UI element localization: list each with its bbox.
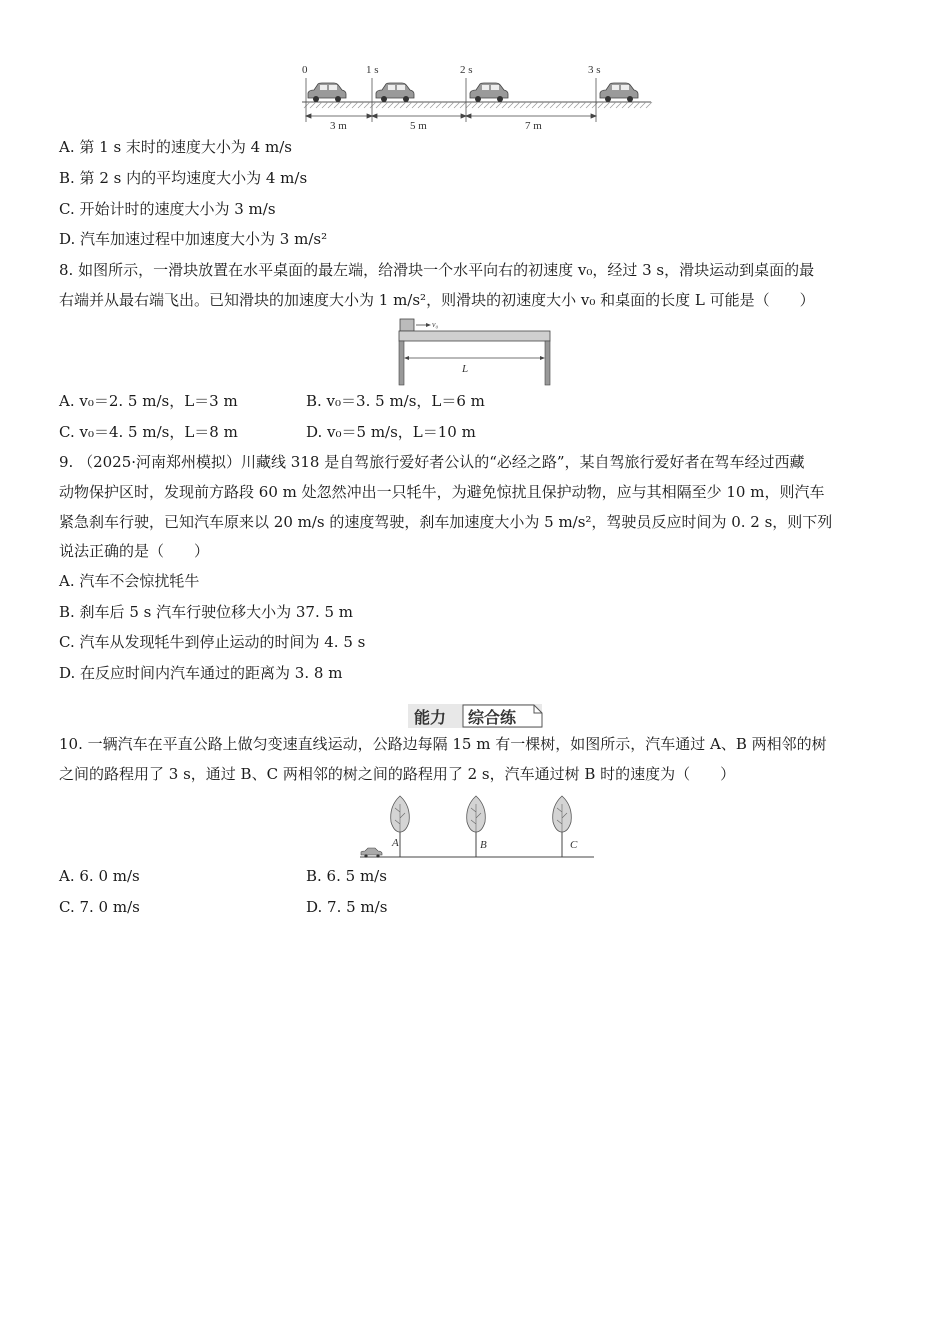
car-icon [308,83,346,102]
section-banner-right: 综合练 [468,708,517,727]
section-banner-left: 能力 [414,708,447,727]
distance-label-1: 3 m [330,120,347,132]
q8-option-a: A. v₀＝2. 5 m/s，L＝3 m [59,392,238,410]
q9-stem-line-1: 9. （2025·河南郑州模拟）川藏线 318 是自驾旅行爱好者公认的“必经之路”，某自驾旅行爱好者在驾车经过西藏 [59,453,805,471]
q10-option-c: C. 7. 0 m/s [59,898,140,916]
q9-stem-line-2: 动物保护区时，发现前方路段 60 m 处忽然冲出一只牦牛，为避免惊扰且保护动物，应与其相隔至少 10 m，则汽车 [59,483,825,501]
car-icon [470,83,508,102]
q9-option-b: B. 刹车后 5 s 汽车行驶位移大小为 37. 5 m [59,603,354,621]
car-icon [600,83,638,102]
q8-stem-line-2: 右端并从最右端飞出。已知滑块的加速度大小为 1 m/s²，则滑块的初速度大小 v₀ 和桌面的长度 L 可能是（ ） [59,291,815,309]
length-label: L [462,363,469,375]
q8-stem-line-1: 8. 如图所示，一滑块放置在水平桌面的最左端，给滑块一个水平向右的初速度 v₀，经过 3 s，滑块运动到桌面的最 [59,261,815,279]
time-label-0: 0 [302,64,308,76]
q9-stem-line-4: 说法正确的是（ ） [59,542,210,560]
q8-option-b: B. v₀＝3. 5 m/s，L＝6 m [306,392,485,410]
q9-option-a: A. 汽车不会惊扰牦牛 [59,572,200,590]
tree-label-b: B [480,839,487,851]
q10-stem-line-1: 10. 一辆汽车在平直公路上做匀变速直线运动，公路边每隔 15 m 有一棵树，如图所示，汽车通过 A、B 两相邻的树 [59,735,827,753]
table-top [399,331,550,341]
tree-icon [553,796,572,857]
time-label-1s: 1 s [366,64,379,76]
q10-option-d: D. 7. 5 m/s [306,898,388,916]
car-motion-figure [296,58,658,138]
car-icon [361,848,382,858]
table-slider-figure [396,316,552,388]
time-label-2s: 2 s [460,64,473,76]
distance-label-2: 5 m [410,120,427,132]
q9-stem-line-3: 紧急刹车行驶，已知汽车原来以 20 m/s 的速度驾驶，刹车加速度大小为 5 m/s²，驾驶员反应时间为 0. 2 s，则下列 [59,513,833,531]
q8-option-d: D. v₀＝5 m/s，L＝10 m [306,423,476,441]
q7-option-c: C. 开始计时的速度大小为 3 m/s [59,200,276,218]
trees-road-figure [354,792,598,862]
q10-stem-line-2: 之间的路程用了 3 s，通过 B、C 两相邻的树之间的路程用了 2 s，汽车通过树 B 时的速度为（ ） [59,765,736,783]
q10-option-b: B. 6. 5 m/s [306,867,387,885]
distance-label-3: 7 m [525,120,542,132]
road-hatch [304,102,652,108]
q9-option-d: D. 在反应时间内汽车通过的距离为 3. 8 m [59,664,343,682]
q10-option-a: A. 6. 0 m/s [59,867,140,885]
car-icon [376,83,414,102]
q7-option-d: D. 汽车加速过程中加速度大小为 3 m/s² [59,230,328,248]
q7-option-a: A. 第 1 s 末时的速度大小为 4 m/s [59,138,292,156]
q7-option-b: B. 第 2 s 内的平均速度大小为 4 m/s [59,169,308,187]
v0-label: v₀ [432,320,439,329]
tree-label-a: A [392,837,399,849]
time-label-3s: 3 s [588,64,601,76]
slider-block [400,319,414,331]
tree-label-c: C [570,839,578,851]
q8-option-c: C. v₀＝4. 5 m/s，L＝8 m [59,423,238,441]
section-banner [408,701,544,731]
q9-option-c: C. 汽车从发现牦牛到停止运动的时间为 4. 5 s [59,633,366,651]
